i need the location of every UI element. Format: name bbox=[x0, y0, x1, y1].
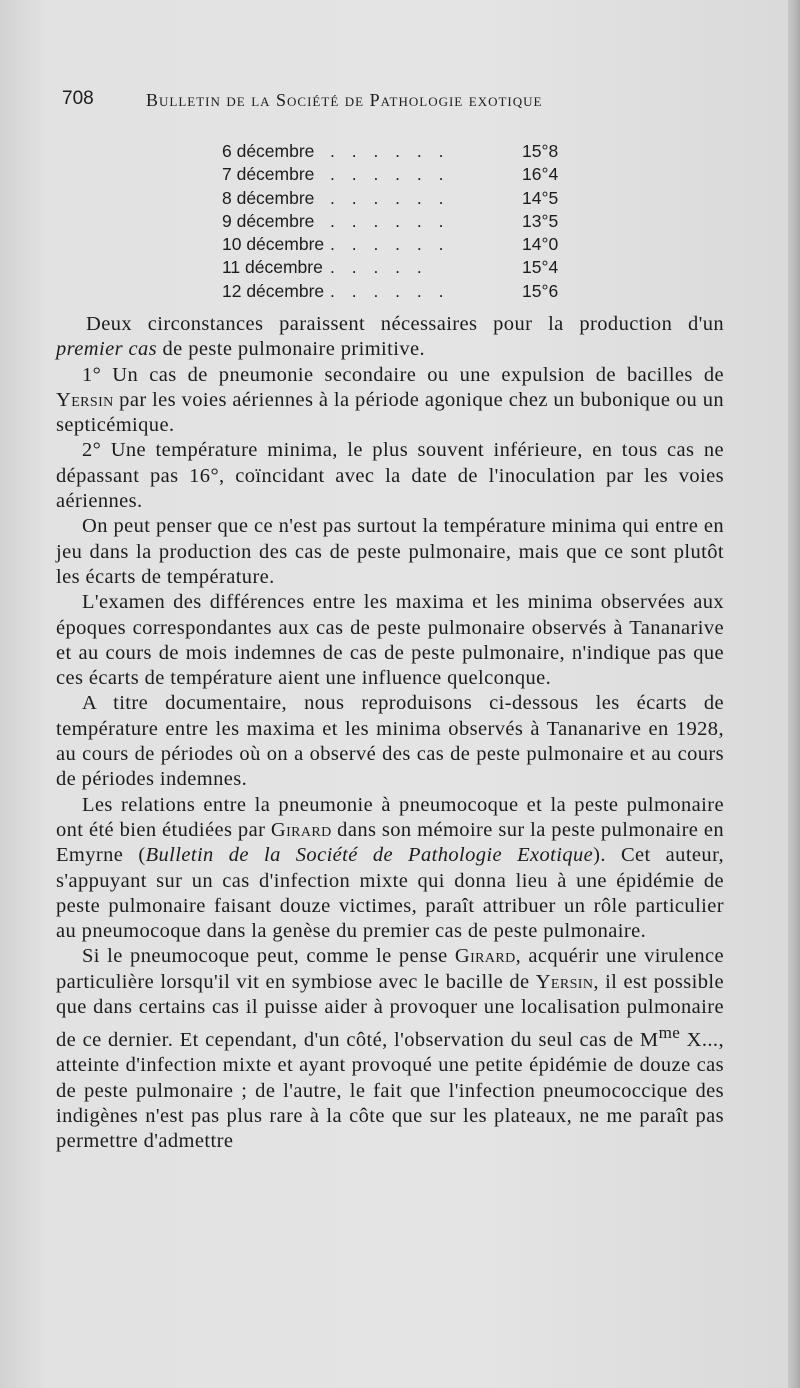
leader-dots: . . . . . . bbox=[330, 164, 450, 185]
temperature-value: 13°5 bbox=[522, 210, 559, 231]
temperature-row bbox=[222, 256, 582, 279]
text-run: Deux circonstances paraissent nécessaires pour la production d'un bbox=[86, 313, 724, 335]
page-number: 708 bbox=[62, 88, 94, 109]
temperature-value: 15°8 bbox=[522, 141, 559, 161]
text-run: , il est possible que dans certains cas il puisse aider à provoquer une localisation pulmonaire de ce dernier. Et cependant, d'un côté, l'observation du seul cas de M bbox=[56, 970, 724, 1052]
running-title: Bulletin de la Société de Pathologie exotique bbox=[146, 90, 543, 110]
author-name: Girard bbox=[454, 945, 516, 968]
text-run: de peste pulmonaire primitive. bbox=[157, 338, 426, 361]
temperature-value: 14°5 bbox=[522, 187, 559, 208]
temperature-row bbox=[222, 187, 582, 210]
text-run: , acquérir une virulence particulière lorsqu'il vit en symbiose avec le bacille de bbox=[56, 945, 724, 993]
paragraph bbox=[56, 793, 724, 945]
italic-text: Bulletin de la Société de Pathologie Exotique bbox=[145, 844, 594, 867]
temperature-value: 16°4 bbox=[522, 164, 559, 185]
temperature-row bbox=[222, 280, 582, 303]
temperature-date: 7 décembre bbox=[222, 164, 315, 185]
text-run: par les voies aériennes à la période agonique chez un bubonique ou un septicémique. bbox=[56, 388, 724, 437]
text-run: dans son mémoire sur la peste pulmonaire en Emyrne ( bbox=[56, 818, 724, 867]
temperature-value: 15°4 bbox=[522, 257, 559, 278]
italic-text: premier cas bbox=[56, 338, 157, 361]
author-name: Girard bbox=[270, 818, 332, 841]
paragraph bbox=[56, 944, 724, 1154]
text-run: Les relations entre la pneumonie à pneumocoque et la peste pulmonaire ont été bien étudiées par bbox=[56, 793, 724, 841]
temperature-value: 15°6 bbox=[522, 280, 559, 301]
author-name: Yersin bbox=[535, 970, 594, 993]
leader-dots: . . . . . bbox=[330, 257, 428, 278]
text-run: Si le pneumocoque peut, comme le pense bbox=[82, 945, 455, 968]
temperature-value: 14°0 bbox=[522, 234, 559, 255]
temperature-date: 12 décembre bbox=[222, 280, 325, 301]
leader-dots: . . . . . . bbox=[330, 141, 450, 161]
temperature-date: 6 décembre bbox=[222, 141, 315, 161]
paragraph: L'examen des différences entre les maxima et les minima observées aux époques correspondantes aux cas de peste pulmonaire observés à Tananarive et au cours de mois indemnes de cas de peste pulmonaire, n'indique pas que ces écarts de température aient une influence quelconque. bbox=[56, 591, 724, 690]
temperature-date: 8 décembre bbox=[222, 187, 315, 208]
text-run: X..., atteinte d'infection mixte et ayant provoqué une petite épidémie de douze cas de peste pulmonaire ; de l'autre, le fait que l'infection pneumococcique des indigènes n'est pas plus rare à la côte que sur les plateaux, ne me paraît pas permettre d'admettre bbox=[56, 1029, 724, 1153]
paragraph bbox=[56, 363, 724, 439]
paragraph: On peut penser que ce n'est pas surtout la température minima qui entre en jeu dans la production des cas de peste pulmonaire, mais que ce sont plutôt les écarts de température. bbox=[56, 515, 724, 588]
text-run: ). Cet auteur, s'appuyant sur un cas d'infection mixte qui donna lieu à une épidémie de peste pulmonaire faisant douze victimes, paraît attribuer un rôle particulier au pneumocoque dans la genèse du premier cas de peste pulmonaire. bbox=[56, 844, 725, 943]
temperature-row bbox=[222, 163, 582, 186]
temperature-list bbox=[222, 140, 582, 303]
body-text bbox=[56, 312, 724, 1155]
temperature-date: 10 décembre bbox=[222, 234, 325, 255]
temperature-row bbox=[222, 210, 582, 233]
text-run: 1° Un cas de pneumonie secondaire ou une expulsion de bacilles de bbox=[82, 363, 724, 386]
page-header bbox=[62, 88, 742, 118]
temperature-date: 11 décembre bbox=[222, 257, 323, 278]
page-edge bbox=[788, 0, 800, 1388]
leader-dots: . . . . . . bbox=[330, 187, 450, 208]
leader-dots: . . . . . . bbox=[330, 234, 450, 255]
paragraph bbox=[56, 312, 724, 363]
superscript: me bbox=[658, 1023, 681, 1043]
author-name: Yersin bbox=[56, 388, 114, 411]
leader-dots: . . . . . . bbox=[330, 210, 450, 231]
leader-dots: . . . . . . bbox=[330, 280, 450, 301]
paragraph: A titre documentaire, nous reproduisons ci-dessous les écarts de température entre les maxima et les minima observés à Tananarive en 1928, au cours de périodes où on a observé des cas de peste pulmonaire et au cours de périodes indemnes. bbox=[56, 692, 724, 791]
paragraph: 2° Une température minima, le plus souvent inférieure, en tous cas ne dépassant pas 16°, coïncidant avec la date de l'inoculation par les voies aériennes. bbox=[56, 439, 724, 513]
temperature-row bbox=[222, 140, 582, 163]
temperature-date: 9 décembre bbox=[222, 210, 315, 231]
temperature-row bbox=[222, 233, 582, 256]
